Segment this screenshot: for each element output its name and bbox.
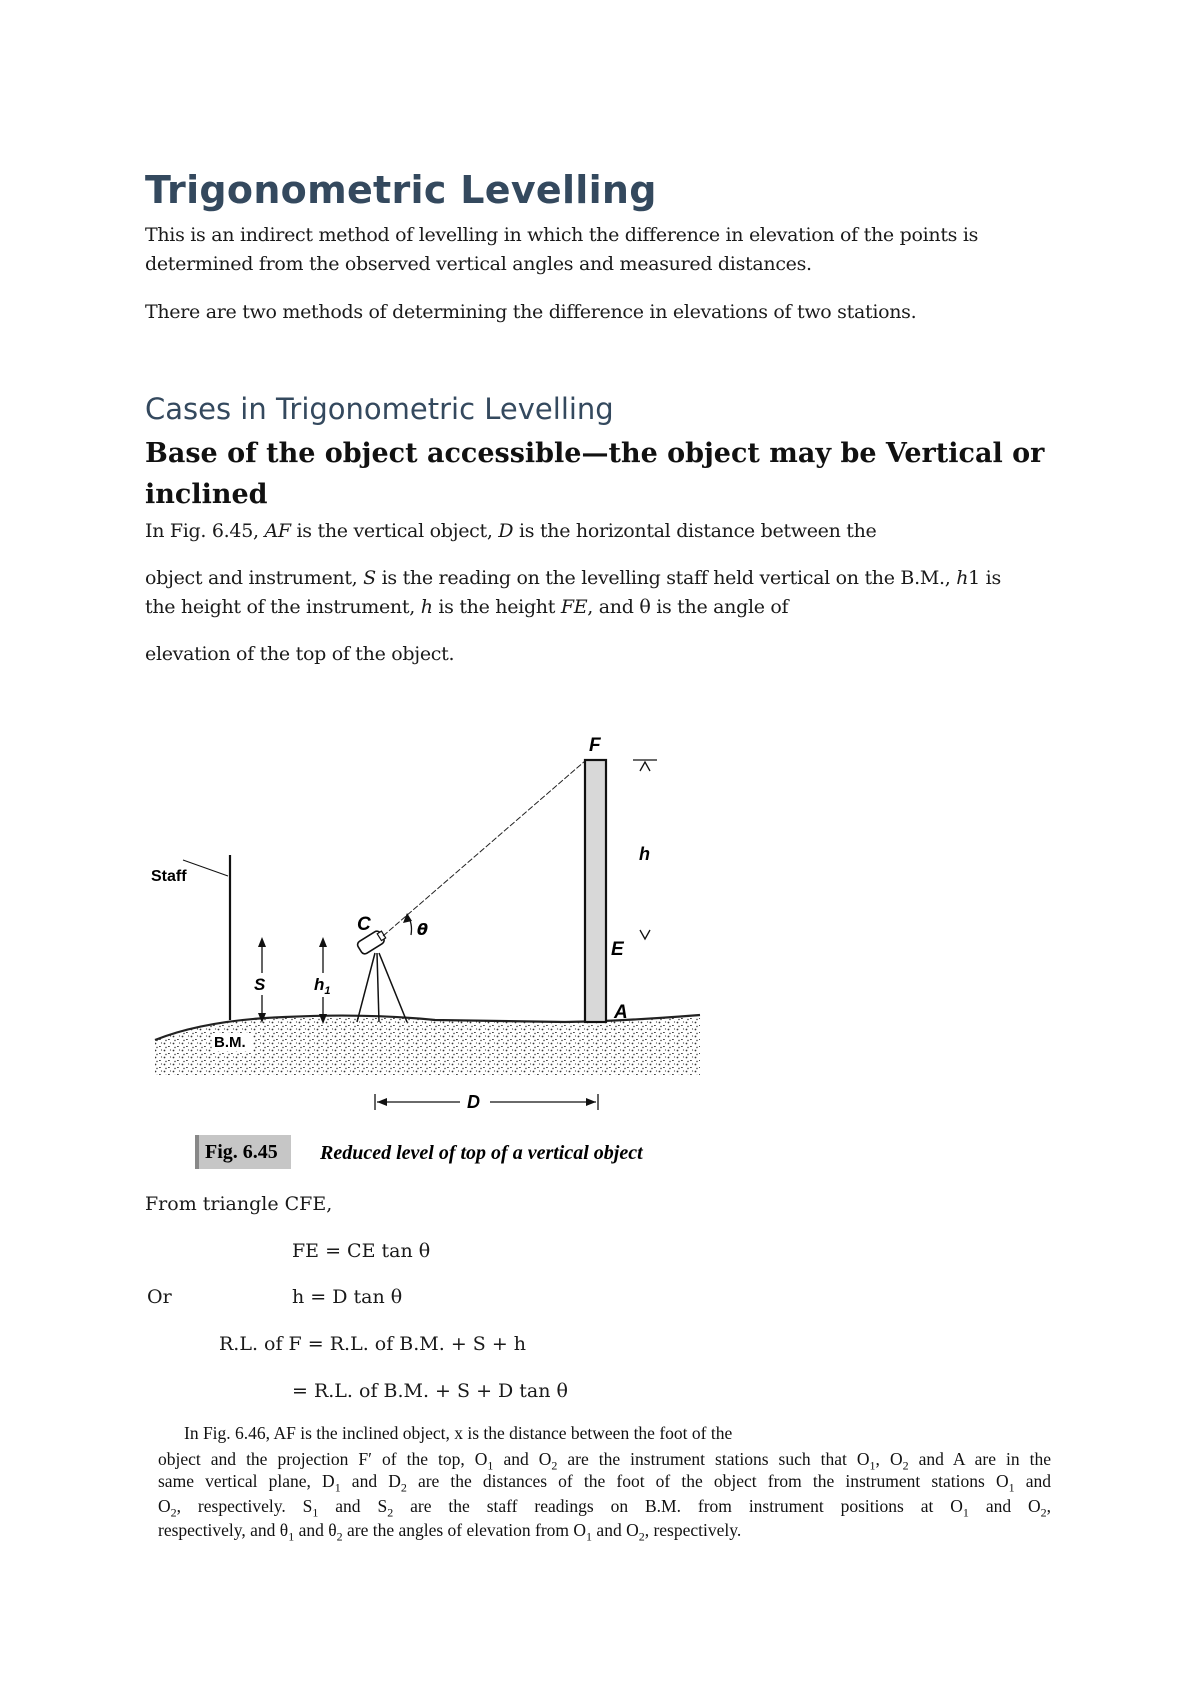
a-label: A	[614, 1002, 628, 1023]
tripod-leg-middle	[377, 953, 379, 1022]
body1-line-2: object and instrument, S is the reading on the levelling staff held vertical on the B.M., h1 is	[145, 567, 1001, 589]
intro-paragraph-1: This is an indirect method of levelling in which the difference in elevation of the points is determined from the observed vertical angles and measured distances.	[145, 224, 979, 275]
bm-label: B.M.	[214, 1034, 246, 1051]
section-heading: Cases in Trigonometric Levelling	[145, 392, 614, 426]
body2-line-4: $O_2$, respectively. $S_1$ and $S_2$ are the staff readings on B.M. from instrument positions at $O_1$ and $O_2$,	[158, 1496, 1052, 1520]
equation-2: h = D tan θ	[292, 1286, 403, 1308]
h-arrow-top	[640, 762, 650, 771]
body2-line-1: In Fig. 6.46, AF is the inclined object, x is the distance between the foot of the	[184, 1423, 733, 1443]
page-title: Trigonometric Levelling	[145, 168, 657, 212]
tripod-leg-right	[379, 953, 407, 1022]
c-label: C	[357, 914, 371, 935]
figure-6-45	[145, 685, 705, 1175]
body1-line-4: elevation of the top of the object.	[145, 643, 455, 665]
d-label: D	[467, 1092, 480, 1112]
staff-pointer	[183, 860, 228, 876]
section-subheading: Base of the object accessible—the object may be Vertical or inclined	[145, 438, 1045, 510]
body1-line-3: the height of the instrument, h is the height FE, and θ is the angle of	[145, 596, 789, 618]
equation-1: FE = CE tan θ	[292, 1240, 431, 1262]
e-label: E	[611, 939, 624, 960]
h1-label: $h_1$	[314, 975, 331, 997]
s-label: S	[254, 975, 266, 994]
body2-line-5: respectively, and $\theta_1$ and $\theta_2$ are the angles of elevation from $O_1$ and $O_2$, respectively.	[158, 1520, 742, 1544]
body2-line-3: same vertical plane, $D_1$ and $D_2$ are the distances of the foot of the object from the instrument stations $O_1$ and	[158, 1471, 1051, 1495]
s-arrow-head-top	[258, 937, 266, 947]
line-of-sight	[383, 761, 585, 936]
h-arrow-bottom	[640, 930, 650, 939]
caption-text: Reduced level of top of a vertical object	[320, 1142, 643, 1164]
h1-arrow-head-top	[319, 937, 327, 947]
body1-line-1: In Fig. 6.45, AF is the vertical object, D is the horizontal distance between the	[145, 520, 877, 542]
f-label: F	[589, 735, 601, 756]
body2-line-2: object and the projection F′ of the top, $O_1$ and $O_2$ are the instrument stations such that $O_1$, $O_2$ and A are in the	[158, 1449, 1052, 1473]
equation-4: = R.L. of B.M. + S + D tan θ	[292, 1380, 568, 1402]
staff-label: Staff	[151, 868, 187, 885]
intro-paragraph-2: There are two methods of determining the difference in elevations of two stations.	[145, 301, 917, 323]
theta-label: θ	[417, 920, 428, 939]
caption-number: Fig. 6.45	[205, 1141, 278, 1163]
equation-3: R.L. of F = R.L. of B.M. + S + h	[219, 1333, 527, 1355]
equation-intro: From triangle CFE,	[145, 1193, 333, 1215]
h-label: h	[639, 844, 650, 864]
tripod-leg-left	[357, 953, 375, 1022]
or-label: Or	[147, 1286, 172, 1308]
vertical-object	[585, 760, 606, 1022]
